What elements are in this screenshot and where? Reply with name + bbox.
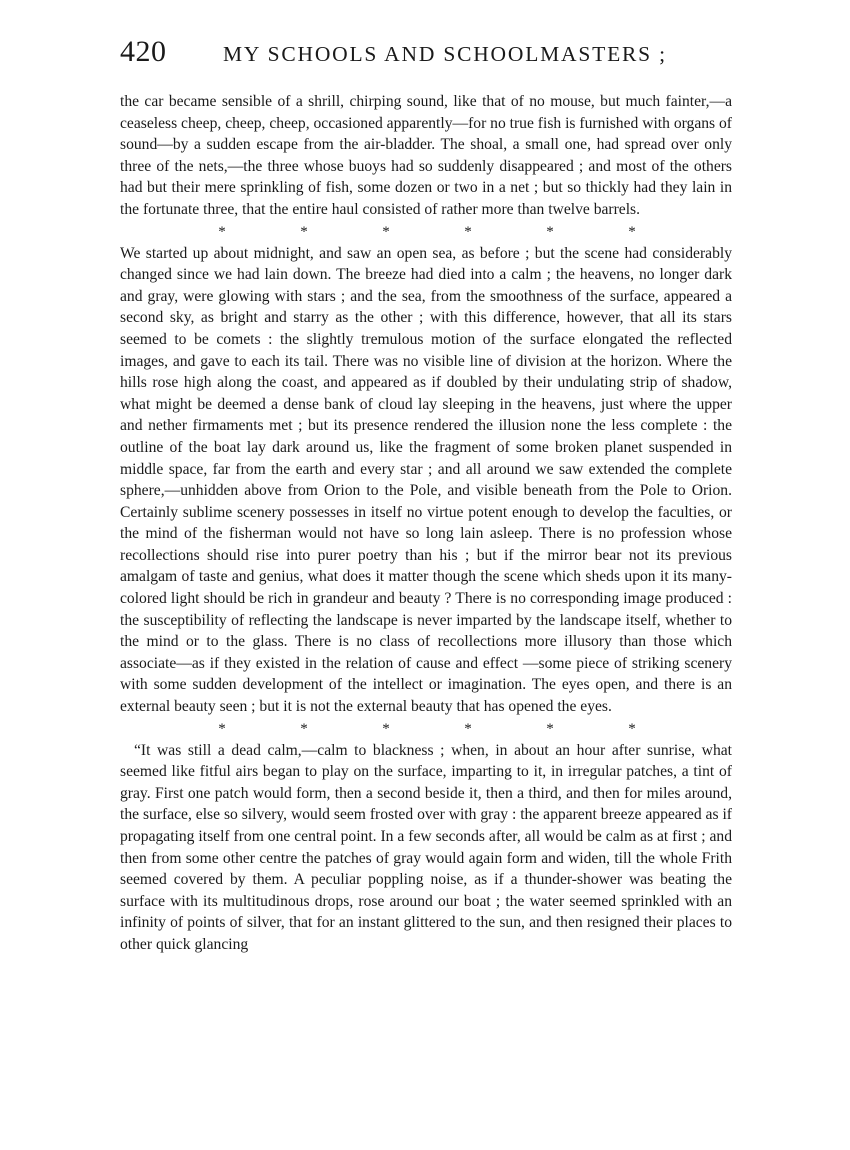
page-header: [120, 34, 740, 74]
section-star: *: [300, 720, 308, 737]
paragraph-dead-calm-quote: “It was still a dead calm,—calm to blackness ; when, in about an hour after sunrise, what seemed like fitful airs began to play on the surface, imparting to it, in irregular patches, a tint of gray. First one patch would form, then a second beside it, then a third, and then for miles around, the surface, else so silvery, would seem frosted over with gray : the apparent breeze appeared as if propagating itself from one central point. In a few seconds after, all would be calm as at first ; and then from some other centre the patches of gray would again form and widen, till the whole Frith seemed covered by them. A peculiar poppling noise, as if a thunder-shower was beating the surface with its multitudinous drops, rose around our boat ; the water seemed sprinkled with an infinity of points of silver, that for an instant glittered to the sun, and then resigned their places to other quick glancing: [120, 741, 732, 953]
section-break-stars: [120, 718, 732, 740]
section-star: *: [628, 223, 636, 240]
section-star: *: [218, 223, 226, 240]
section-star: *: [382, 223, 390, 240]
section-star: *: [464, 223, 472, 240]
section-star: *: [546, 720, 554, 737]
paragraph-fish-haul: the car became sensible of a shrill, chirping sound, like that of no mouse, but much fainter,—a ceaseless cheep, cheep, cheep, occasioned apparently—for no true fish is furnished with organs of sound—by a sudden escape from the air-bladder. The shoal, a small one, had spread over only three of the nets,—the three whose buoys had so suddenly disappeared ; and most of the others had but their mere sprinkling of fish, some dozen or two in a net ; but so thickly had they lain in the fortunate three, that the entire haul consisted of rather more than twelve barrels.: [120, 93, 732, 218]
section-star: *: [546, 223, 554, 240]
paragraph-midnight-sea: We started up about midnight, and saw an open sea, as before ; but the scene had considerably changed since we had lain down. The breeze had died into a calm ; the heavens, no longer dark and gray, were glowing with stars ; and the sea, from the smoothness of the surface, appeared a second sky, as bright and starry as the other ; with this difference, however, that all its stars seemed to be comets : the slightly tremulous motion of the surface elongated the reflected images, and gave to each its tail. There was no visible line of division at the horizon. Where the hills rose high along the coast, and appeared as if doubled by their undulating strip of shadow, what might be deemed a dense bank of cloud lay sleeping in the heavens, just where the upper and nether firmaments met ; but its presence rendered the illusion none the less complete : the outline of the boat lay dark around us, like the fragment of some broken planet suspended in middle space, far from the earth and every star ; and all around we saw extended the complete sphere,—unhidden above from Orion to the Pole, and visible beneath from the Pole to Orion. Certainly sublime scenery possesses in itself no virtue potent enough to develop the faculties, or the mind of the fisherman would not have so long lain asleep. There is no profession whose recollections should rise into purer poetry than his ; but if the mirror bear not its previous amalgam of taste and genius, what does it matter though the scene which sheds upon it its many-colored light should be rich in grandeur and beauty ? There is no corresponding image produced : the susceptibility of reflecting the landscape is never imparted by the landscape itself, whether to the mind or to the glass. There is no class of recollections more illusory than those which associate—as if they existed in the relation of cause and effect —some piece of striking scenery with some sudden development of the intellect or imagination. The eyes open, and there is an external beauty seen ; but it is not the external beauty that has opened the eyes.: [120, 244, 732, 716]
section-star: *: [300, 223, 308, 240]
section-star: *: [464, 720, 472, 737]
section-star: *: [218, 720, 226, 737]
section-star: *: [382, 720, 390, 737]
section-break-stars: [120, 221, 732, 243]
page-body-text: [120, 91, 732, 956]
running-head-title: MY SCHOOLS AND SCHOOLMASTERS ;: [223, 42, 667, 66]
page-number: 420: [120, 35, 167, 68]
section-star: *: [628, 720, 636, 737]
